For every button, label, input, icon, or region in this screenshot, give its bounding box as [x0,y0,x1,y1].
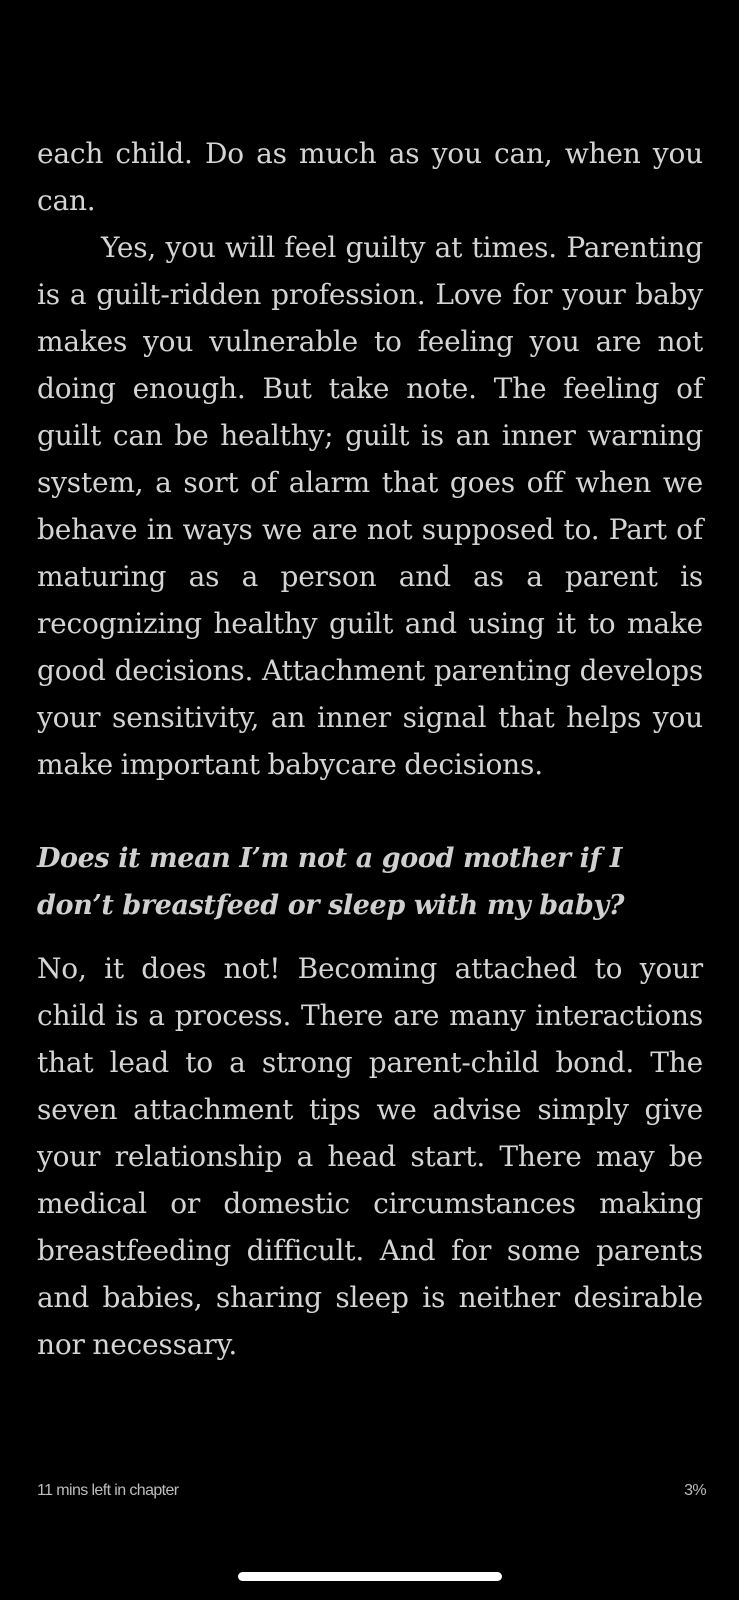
paragraph-answer: No, it does not! Becoming attached to your child is a process. There are many interactions that lead to a strong parent-child bond. The seven attachment tips we advise simply give your relationship a head start. There may be medical or domestic circumstances making breastfeeding difficult. And for some parents and babies, sharing sleep is neither desirable nor necessary. [37,952,703,1361]
time-left-in-chapter: 11 mins left in chapter [37,1482,179,1499]
section-heading-question: Does it mean I’m not a good mother if I don’t breastfeed or sleep with my baby? [37,843,625,921]
paragraph-guilt: Yes, you will feel guilty at times. Parenting is a guilt-ridden profession. Love for your baby makes you vulnerable to feeling you are not doing enough. But take note. The feeling of guilt can be healthy; guilt is an inner warning system, a sort of alarm that goes off when we behave in ways we are not supposed to. Part of maturing as a person and as a parent is recognizing healthy guilt and using it to make good decisions. Attachment parenting develops your sensitivity, an inner signal that helps you make important babycare decisions. [37,231,703,781]
reading-progress-percent: 3% [684,1482,706,1499]
paragraph-continuation: each child. Do as much as you can, when you can. [37,137,703,217]
home-indicator-bar[interactable] [238,1572,502,1581]
reading-page[interactable] [37,130,703,1368]
reader-footer [37,1482,706,1500]
